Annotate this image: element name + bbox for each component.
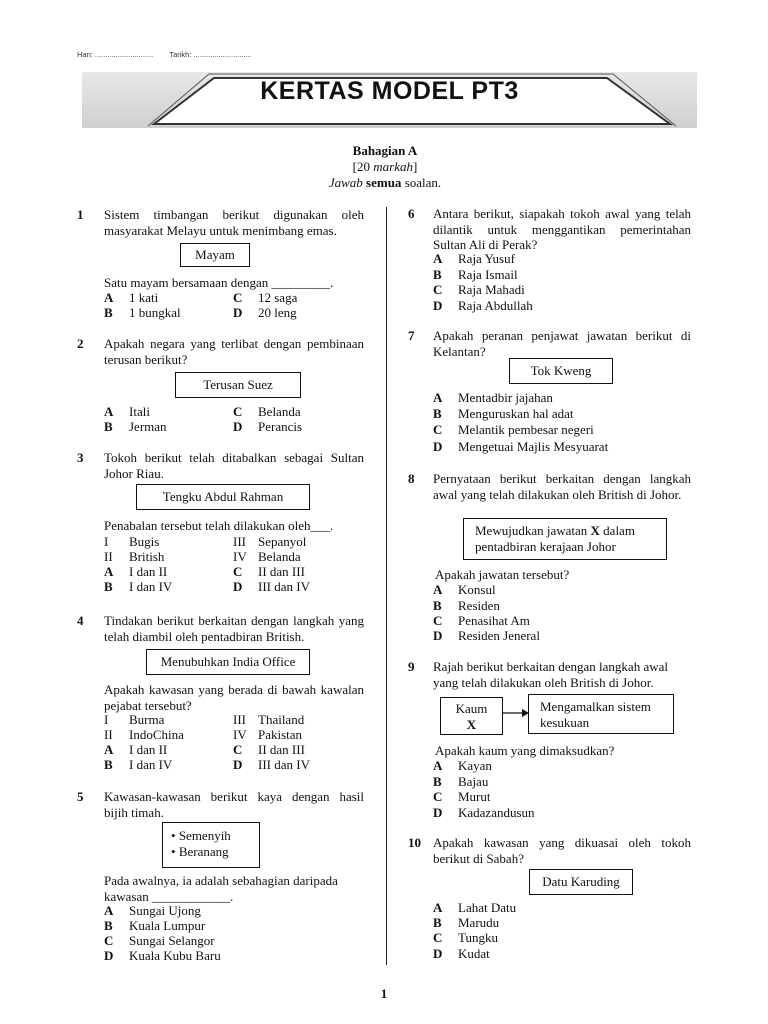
info-box: Datu Karuding: [529, 869, 633, 895]
option-c[interactable]: C Melantik pembesar negeri: [433, 422, 594, 437]
option-d[interactable]: D Residen Jeneral: [433, 628, 540, 643]
question-number: 1: [77, 207, 84, 222]
column-divider: [386, 207, 387, 965]
option-c[interactable]: C Belanda: [233, 404, 301, 419]
hari-label: Hari: ............................: [77, 50, 154, 59]
info-box: Tengku Abdul Rahman: [136, 484, 310, 510]
roman-item: III Sepanyol: [233, 534, 307, 549]
question-number: 5: [77, 789, 84, 804]
option-a[interactable]: A Sungai Ujong: [104, 903, 201, 918]
option-c[interactable]: C Tungku: [433, 930, 498, 945]
question-number: 9: [408, 659, 415, 674]
option-b[interactable]: B Marudu: [433, 915, 500, 930]
question-stem: Satu mayam bersamaan dengan _________.: [104, 275, 334, 290]
question-text: Antara berikut, siapakah tokoh awal yang telah dilantik untuk menggantikan pemerintahan Sultan Ali di Perak?: [433, 206, 691, 252]
option-a[interactable]: A Konsul: [433, 582, 496, 597]
date-fields: [77, 47, 252, 63]
option-a[interactable]: A Lahat Datu: [433, 900, 517, 915]
arrow-icon: [503, 708, 529, 718]
option-c[interactable]: C II dan III: [233, 742, 305, 757]
question-text: Apakah kawasan yang dikuasai oleh tokoh berikut di Sabah?: [433, 835, 691, 866]
section-title: Bahagian A: [352, 143, 418, 158]
option-a[interactable]: A I dan II: [104, 564, 168, 579]
info-box: Menubuhkan India Office: [146, 649, 310, 675]
question-number: 8: [408, 471, 415, 486]
option-d[interactable]: D III dan IV: [233, 579, 310, 594]
option-d[interactable]: D III dan IV: [233, 757, 310, 772]
option-b[interactable]: B Raja Ismail: [433, 267, 518, 282]
option-d[interactable]: D Perancis: [233, 419, 303, 434]
question-text: Tindakan berikut berkaitan dengan langkah yang telah diambil oleh pentadbiran British.: [104, 613, 364, 644]
option-a[interactable]: A 1 kati: [104, 290, 159, 305]
option-c[interactable]: C Murut: [433, 789, 491, 804]
tarikh-label: Tarikh: ............................: [169, 50, 252, 59]
question-text: Kawasan-kawasan berikut kaya dengan hasil bijih timah.: [104, 789, 364, 820]
question-text: Apakah peranan penjawat jawatan berikut di Kelantan?: [433, 328, 691, 359]
option-d[interactable]: D 20 leng: [233, 305, 297, 320]
info-box: Mayam: [180, 243, 250, 267]
option-b[interactable]: B 1 bungkal: [104, 305, 181, 320]
question-number: 6: [408, 206, 415, 221]
option-b[interactable]: B Kuala Lumpur: [104, 918, 206, 933]
option-b[interactable]: B I dan IV: [104, 579, 173, 594]
roman-item: II British: [104, 549, 165, 564]
roman-item: I Burma: [104, 712, 165, 727]
option-b[interactable]: B I dan IV: [104, 757, 173, 772]
roman-item: IV Pakistan: [233, 727, 303, 742]
option-c[interactable]: C 12 saga: [233, 290, 298, 305]
diagram-box-kaum: Kaum X: [440, 697, 503, 735]
bullet-item: • Beranang: [171, 843, 229, 859]
option-c[interactable]: C Raja Mahadi: [433, 282, 525, 297]
question-text: Tokoh berikut telah ditabalkan sebagai Sultan Johor Riau.: [104, 450, 364, 481]
info-box: [162, 822, 260, 868]
option-a[interactable]: A Itali: [104, 404, 150, 419]
roman-item: IV Belanda: [233, 549, 301, 564]
option-a[interactable]: A Raja Yusuf: [433, 251, 515, 266]
option-c[interactable]: C Sungai Selangor: [104, 933, 215, 948]
info-box: Mewujudkan jawatan X dalam pentadbiran kerajaan Johor: [463, 518, 667, 560]
option-b[interactable]: B Residen: [433, 598, 500, 613]
question-number: 7: [408, 328, 415, 343]
section-instruction: Jawab semua soalan.: [328, 175, 442, 190]
question-number: 10: [408, 835, 421, 850]
question-text: Pernyataan berikut berkaitan dengan langkah awal yang telah dilakukan oleh British di Johor.: [433, 471, 691, 502]
question-stem: Penabalan tersebut telah dilakukan oleh___.: [104, 518, 334, 533]
option-d[interactable]: D Mengetuai Majlis Mesyuarat: [433, 439, 609, 454]
bullet-item: • Semenyih: [171, 828, 231, 843]
page-number: 1: [380, 986, 388, 1001]
page-title: KERTAS MODEL PT3: [260, 77, 519, 105]
question-number: 3: [77, 450, 84, 465]
option-c[interactable]: C II dan III: [233, 564, 305, 579]
option-a[interactable]: A I dan II: [104, 742, 168, 757]
question-stem: Apakah kaum yang dimaksudkan?: [435, 743, 615, 758]
option-c[interactable]: C Penasihat Am: [433, 613, 530, 628]
question-stem: Apakah jawatan tersebut?: [435, 567, 570, 582]
info-box: Tok Kweng: [509, 358, 613, 384]
question-stem: Pada awalnya, ia adalah sebahagian daripada kawasan ____________.: [104, 873, 338, 904]
question-number: 4: [77, 613, 84, 628]
option-d[interactable]: D Kudat: [433, 946, 490, 961]
question-text: Sistem timbangan berikut digunakan oleh masyarakat Melayu untuk menimbang emas.: [104, 207, 364, 238]
info-box: Terusan Suez: [175, 372, 301, 398]
option-a[interactable]: A Kayan: [433, 758, 492, 773]
section-marks: [20 markah]: [352, 159, 418, 174]
diagram-box-description: Mengamalkan sistem kesukuan: [528, 694, 674, 734]
question-stem: Apakah kawasan yang berada di bawah kawalan pejabat tersebut?: [104, 682, 364, 713]
roman-item: I Bugis: [104, 534, 160, 549]
question-text: Rajah berikut berkaitan dengan langkah awal yang telah dilakukan oleh British di Johor.: [433, 659, 668, 690]
option-a[interactable]: A Mentadbir jajahan: [433, 390, 553, 405]
question-number: 2: [77, 336, 84, 351]
option-b[interactable]: B Bajau: [433, 774, 489, 789]
roman-item: II IndoChina: [104, 727, 184, 742]
option-d[interactable]: D Raja Abdullah: [433, 298, 533, 313]
option-d[interactable]: D Kuala Kubu Baru: [104, 948, 221, 963]
option-b[interactable]: B Menguruskan hal adat: [433, 406, 574, 421]
question-text: Apakah negara yang terlibat dengan pembinaan terusan berikut?: [104, 336, 364, 367]
option-d[interactable]: D Kadazandusun: [433, 805, 535, 820]
roman-item: III Thailand: [233, 712, 305, 727]
option-b[interactable]: B Jerman: [104, 419, 167, 434]
